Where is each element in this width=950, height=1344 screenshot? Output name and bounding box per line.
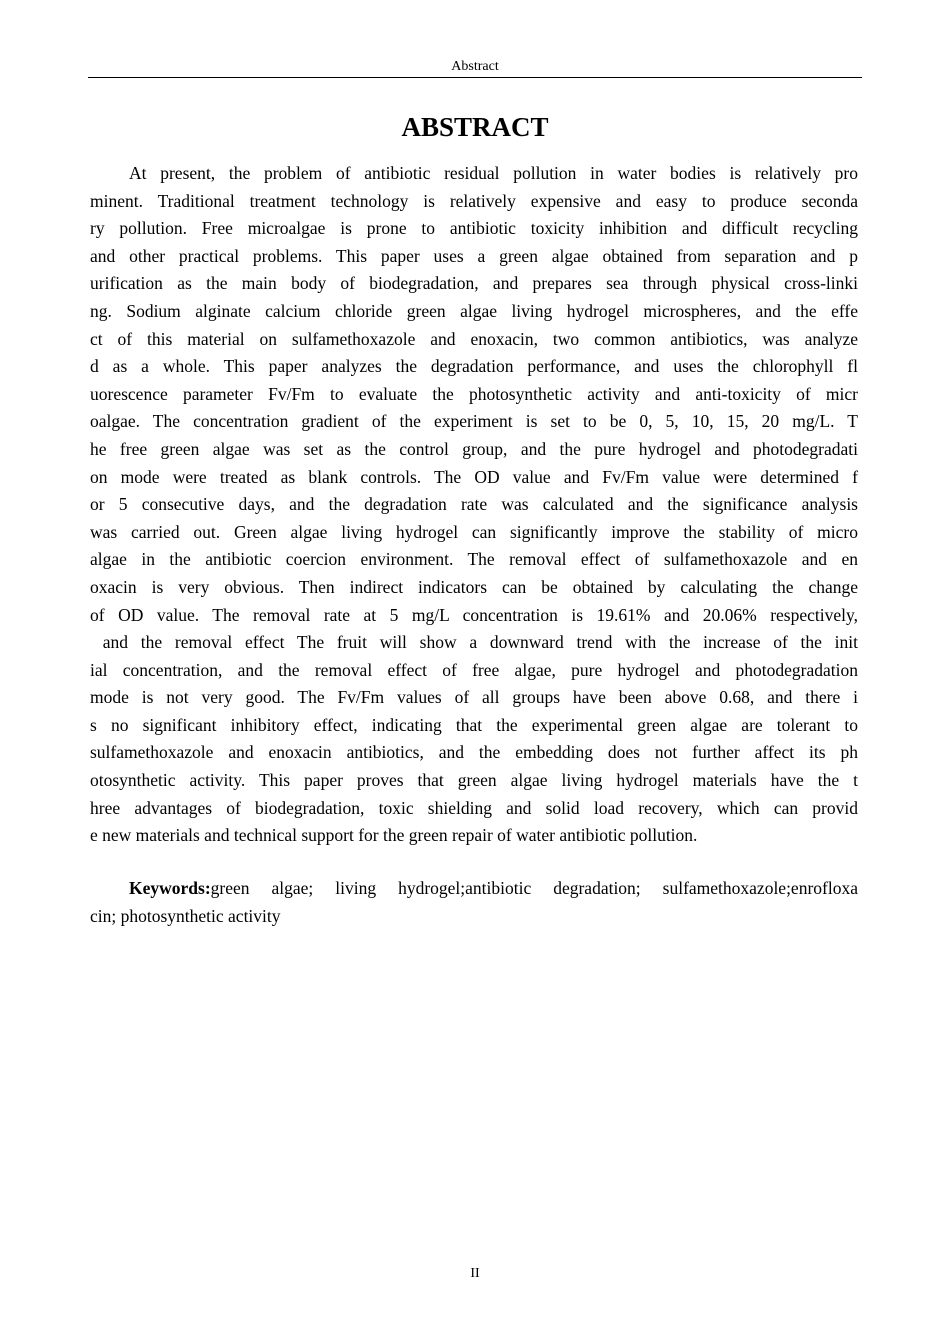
abstract-line: urification as the main body of biodegradation, and prepares sea through physical cross-linki — [90, 273, 858, 294]
keywords-text: green algae; living hydrogel;antibiotic degradation; sulfamethoxazole;enrofloxa — [210, 878, 858, 898]
abstract-line: or 5 consecutive days, and the degradation rate was calculated and the significance analysis — [90, 494, 858, 515]
abstract-line: ial concentration, and the removal effect of free algae, pure hydrogel and photodegradation — [90, 659, 858, 680]
abstract-line: At present, the problem of antibiotic residual pollution in water bodies is relatively pro — [129, 163, 858, 183]
abstract-line: mode is not very good. The Fv/Fm values of all groups have been above 0.68, and there i — [90, 687, 858, 708]
running-header: Abstract — [451, 59, 499, 74]
abstract-line: ct of this material on sulfamethoxazole and enoxacin, two common antibiotics, was analyze — [90, 328, 858, 349]
abstract-line: s no significant inhibitory effect, indicating that the experimental green algae are tolerant to — [90, 714, 858, 735]
keywords-line-2: cin; photosynthetic activity — [90, 905, 281, 926]
abstract-line: was carried out. Green algae living hydrogel can significantly improve the stability of micro — [90, 521, 858, 542]
abstract-line: d as a whole. This paper analyzes the degradation performance, and uses the chlorophyll fl — [90, 356, 858, 377]
abstract-line: minent. Traditional treatment technology is relatively expensive and easy to produce seconda — [90, 190, 858, 211]
abstract-paragraph — [90, 160, 858, 850]
header-rule — [88, 77, 862, 78]
abstract-line: ry pollution. Free microalgae is prone to antibiotic toxicity inhibition and difficult recycling — [90, 218, 858, 239]
abstract-line: he free green algae was set as the control group, and the pure hydrogel and photodegradati — [90, 438, 858, 459]
abstract-line: algae in the antibiotic coercion environment. The removal effect of sulfamethoxazole and en — [90, 549, 858, 570]
keywords-label: Keywords: — [129, 878, 211, 898]
abstract-line: on mode were treated as blank controls. The OD value and Fv/Fm value were determined f — [90, 466, 858, 487]
abstract-line: oxacin is very obvious. Then indirect indicators can be obtained by calculating the change — [90, 576, 858, 597]
abstract-line: uorescence parameter Fv/Fm to evaluate the photosynthetic activity and anti-toxicity of micr — [90, 383, 858, 404]
abstract-line: otosynthetic activity. This paper proves that green algae living hydrogel materials have the t — [90, 770, 858, 791]
abstract-line: and other practical problems. This paper uses a green algae obtained from separation and p — [90, 245, 858, 266]
abstract-line: sulfamethoxazole and enoxacin antibiotics, and the embedding does not further affect its ph — [90, 742, 858, 763]
keywords-line — [90, 875, 858, 903]
abstract-line: e new materials and technical support for the green repair of water antibiotic pollution. — [90, 825, 698, 846]
abstract-line: and the removal effect The fruit will show a downward trend with the increase of the init — [90, 632, 858, 653]
abstract-line: hree advantages of biodegradation, toxic shielding and solid load recovery, which can provid — [90, 797, 858, 818]
abstract-line: ng. Sodium alginate calcium chloride green algae living hydrogel microspheres, and the effe — [90, 300, 858, 321]
abstract-line: oalgae. The concentration gradient of the experiment is set to be 0, 5, 10, 15, 20 mg/L. T — [90, 411, 858, 432]
abstract-line: of OD value. The removal rate at 5 mg/L concentration is 19.61% and 20.06% respectively, — [90, 604, 858, 625]
keywords-paragraph — [90, 875, 858, 930]
page-number: II — [470, 1266, 480, 1281]
page-title: ABSTRACT — [401, 112, 549, 142]
